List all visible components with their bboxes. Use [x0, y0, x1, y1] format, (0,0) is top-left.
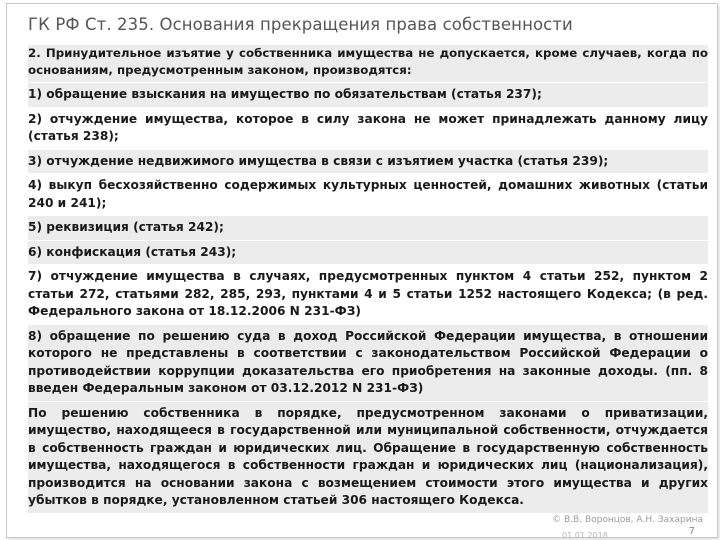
- slide-title: ГК РФ Ст. 235. Основания прекращения права собственности: [28, 15, 573, 34]
- list-item-8: 8) обращение по решению суда в доход Российской Федерации имущества, в отношении которого не представлены в соответствии с законодательством Российской Федерации о противодействии коррупции доказательства его приобретения на законные доходы. (пп. 8 введен Федеральным законом от 03.12.2012 N 231-ФЗ): [28, 325, 708, 402]
- footer-date: 01.01.2018: [562, 531, 608, 540]
- paragraph-privatization: По решению собственника в порядке, предусмотренном законами о приватизации, имущество, находящееся в государственной или муниципальной собственности, отчуждается в собственность граждан и юридических лиц. Обращение в государственную собственность имущества, находящегося в собственности граждан и юридических лиц (национализация), производится на основании закона с возмещением стоимости этого имущества и других убытков в порядке, установленном статьей 306 настоящего Кодекса.: [28, 402, 708, 514]
- list-item-6: 6) конфискация (статья 243);: [28, 241, 708, 266]
- list-item-3: 3) отчуждение недвижимого имущества в связи с изъятием участка (статья 239);: [28, 150, 708, 175]
- slide-content: [28, 45, 708, 514]
- footer-author: © В.В. Воронцов, А.Н. Захарина: [552, 515, 703, 525]
- list-item-4: 4) выкуп бесхозяйственно содержимых культурных ценностей, домашних животных (статьи 240 и 241);: [28, 174, 708, 216]
- page-number: 7: [688, 526, 695, 537]
- paragraph-intro: 2. Принудительное изъятие у собственника имущества не допускается, кроме случаев, когда по основаниям, предусмотренным законом, производятся:: [28, 45, 708, 83]
- list-item-2: 2) отчуждение имущества, которое в силу закона не может принадлежать данному лицу (статья 238);: [28, 108, 708, 150]
- slide-frame: [6, 3, 718, 538]
- list-item-1: 1) обращение взыскания на имущество по обязательствам (статья 237);: [28, 83, 708, 108]
- list-item-5: 5) реквизиция (статья 242);: [28, 216, 708, 241]
- list-item-7: 7) отчуждение имущества в случаях, предусмотренных пунктом 4 статьи 252, пунктом 2 статьи 272, статьями 282, 285, 293, пунктами 4 и 5 статьи 1252 настоящего Кодекса; (в ред. Федерального закона от 18.12.2006 N 231-ФЗ): [28, 265, 708, 325]
